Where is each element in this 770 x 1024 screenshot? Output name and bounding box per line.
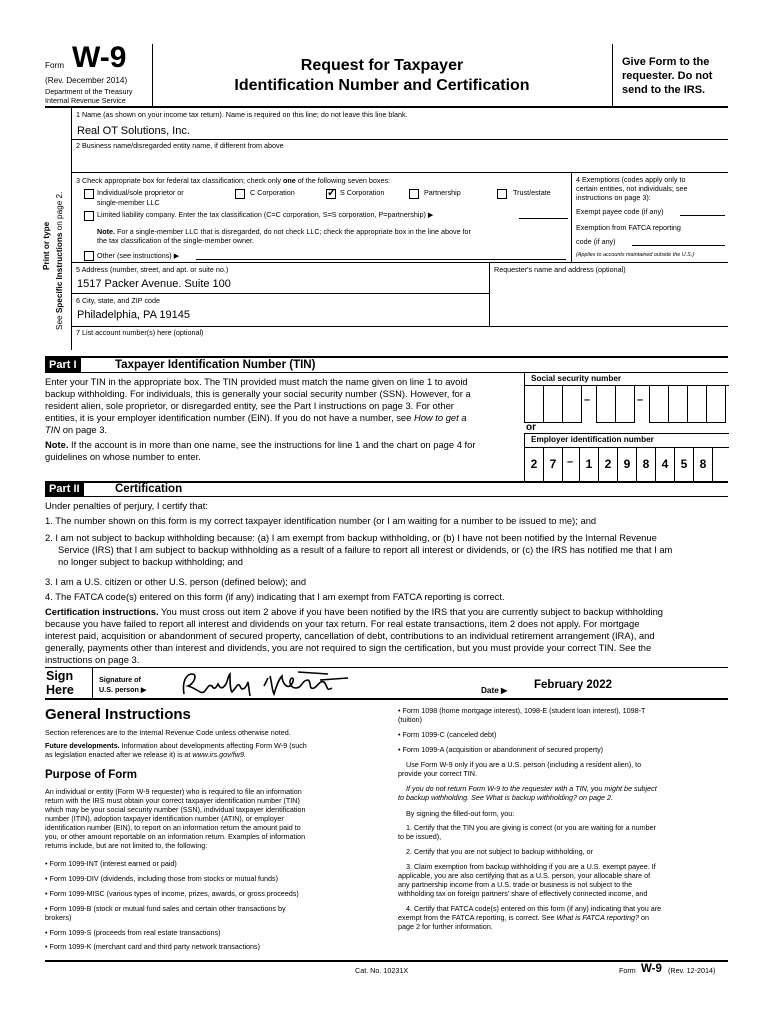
bullet-1099-b-line-1: • Form 1099-B (stock or mutual fund sales and certain other transactions by xyxy=(45,904,286,913)
other-field[interactable] xyxy=(196,259,566,260)
certify-3-line-2: applicable, you are also certifying that as a U.S. person, your allocable share of xyxy=(398,871,651,880)
trust-estate-checkbox[interactable] xyxy=(497,189,507,199)
use-form-line-1: Use Form W-9 only if you are a U.S. person (including a resident alien), to xyxy=(406,760,642,769)
ssn-label: Social security number xyxy=(531,374,622,383)
partnership-checkbox[interactable] xyxy=(409,189,419,199)
line-3-label-bold: one xyxy=(282,176,296,185)
line-3-note-bold: Note. xyxy=(97,227,115,236)
check-mark-icon: ✓ xyxy=(327,187,337,199)
purpose-line-4: number (ITIN), adoption taxpayer identification number (ATIN), or employer xyxy=(45,814,284,823)
part-1-tag: Part I xyxy=(45,358,81,372)
line-3-note xyxy=(97,227,471,236)
line-7-label: 7 List account number(s) here (optional) xyxy=(76,328,204,337)
future-developments-bold: Future developments. xyxy=(45,741,120,750)
trust-estate-label: Trust/estate xyxy=(513,188,551,197)
department: Department of the Treasury xyxy=(45,87,133,96)
part-1-text-1: Enter your TIN in the appropriate box. The TIN provided must match the name given on line 1 to avoid xyxy=(45,376,468,387)
line-4-label-3: instructions on page 3): xyxy=(576,193,651,202)
line-3-note-line-2: the tax classification of the single-member owner. xyxy=(97,236,255,245)
s-corporation-label: S Corporation xyxy=(340,188,385,197)
part-1-text-5-post: on page 3. xyxy=(60,424,108,435)
line-5-label: 5 Address (number, street, and apt. or suite no.) xyxy=(76,265,229,274)
signature-field[interactable] xyxy=(178,668,358,700)
bullet-1099-c: • Form 1099-C (canceled debt) xyxy=(398,730,497,739)
llc-label: Limited liability company. Enter the tax classification (C=C corporation, S=S corporation, P=partnership) ▶ xyxy=(97,210,434,219)
partnership-label: Partnership xyxy=(424,188,461,197)
backup-note-line-1: If you do not return Form W-9 to the requester with a TIN, you might be subject xyxy=(406,784,657,793)
part-2-tag: Part II xyxy=(45,482,84,496)
ein-digit: 2 xyxy=(604,457,612,471)
footer-form-word: Form xyxy=(619,966,636,975)
purpose-line-2: return with the IRS must obtain your correct taxpayer identification number (TIN) xyxy=(45,796,300,805)
cert-instructions-5: instructions on page 3. xyxy=(45,654,140,665)
ein-digit: 2 xyxy=(530,457,538,471)
part-2-title: Certification xyxy=(115,483,183,495)
ein-digit: 8 xyxy=(642,457,650,471)
exempt-payee-field[interactable] xyxy=(680,215,725,216)
give-form-line-2: requester. Do not xyxy=(622,70,713,82)
individual-checkbox[interactable] xyxy=(84,189,94,199)
ein-digit: 4 xyxy=(661,457,669,471)
certify-1-line-1: 1. Certify that the TIN you are giving is correct (or you are waiting for a number xyxy=(406,823,656,832)
bullet-1099-k: • Form 1099-K (merchant card and third party network transactions) xyxy=(45,942,261,951)
cert-instructions-4: generally, payments other than interest and dividends, you are not required to sign the certification, but you must provide your correct TIN. See the xyxy=(45,642,652,653)
sign-label: Sign xyxy=(46,669,74,683)
line-4-label-2: certain entities, not individuals; see xyxy=(576,184,688,193)
certify-3-line-1: 3. Claim exemption from backup withholding if you are a U.S. exempt payee. If xyxy=(406,862,656,871)
cert-item-4: 4. The FATCA code(s) entered on this form (if any) indicating that I am exempt from FATCA reporting is correct. xyxy=(45,591,505,602)
cert-instructions-text: You must cross out item 2 above if you have been notified by the IRS that you are currently subject to backup withholding xyxy=(158,606,664,617)
date-label: Date ▶ xyxy=(481,686,508,695)
future-developments-2 xyxy=(45,750,246,759)
ein-digit: 8 xyxy=(699,457,707,471)
form-word: Form xyxy=(45,61,65,70)
cert-instructions-2: because you have failed to report all interest and dividends on your tax return. For real estate transactions, item 2 does not apply. For mortgage xyxy=(45,618,640,629)
cert-item-2-line-3: no longer subject to backup withholding; and xyxy=(58,556,244,567)
form-number: W-9 xyxy=(72,41,127,74)
part-1-text-5 xyxy=(45,424,107,436)
fatca-code-field[interactable] xyxy=(632,245,725,246)
certify-4-line-3: page 2 for further information. xyxy=(398,922,493,931)
part-1-text-4-italic: How to get a xyxy=(413,412,467,423)
part-1-title: Taxpayer Identification Number (TIN) xyxy=(115,359,316,371)
general-instructions-title: General Instructions xyxy=(45,706,191,723)
exempt-payee-label: Exempt payee code (if any) xyxy=(576,207,664,216)
by-signing: By signing the filled-out form, you: xyxy=(406,809,515,818)
fatca-label-1: Exemption from FATCA reporting xyxy=(576,223,681,232)
certify-4-post: on xyxy=(639,913,649,922)
certify-1-line-2: to be issued), xyxy=(398,832,442,841)
other-checkbox[interactable] xyxy=(84,251,94,261)
ein-dash: – xyxy=(567,456,574,468)
irs-link: www.irs.gov/fw9. xyxy=(192,750,246,759)
form-title-line-2: Identification Number and Certification xyxy=(234,77,530,94)
line-7-account-field[interactable] xyxy=(77,340,717,350)
side-label-specific: Specific Instructions xyxy=(54,232,64,314)
purpose-line-6: you, or other amount reportable on an information return. Examples of information xyxy=(45,832,306,841)
certify-4-line-2 xyxy=(398,913,649,922)
s-corporation-checkbox[interactable] xyxy=(326,189,336,199)
bullet-1098-line-1: • Form 1098 (home mortgage interest), 1098-E (student loan interest), 1098-T xyxy=(398,706,646,715)
line-2-label: 2 Business name/disregarded entity name, if different from above xyxy=(76,141,284,150)
line-3-note-text: For a single-member LLC that is disregarded, do not check LLC; check the appropriate box in the line above for xyxy=(114,227,471,236)
line-2-business-name-field[interactable] xyxy=(77,154,717,168)
give-form-line-1: Give Form to the xyxy=(622,56,710,68)
c-corporation-label: C Corporation xyxy=(250,188,295,197)
here-label: Here xyxy=(46,683,74,697)
signature-label-2: U.S. person ▶ xyxy=(99,685,147,694)
form-title-line-1: Request for Taxpayer xyxy=(300,57,464,74)
revision-date: (Rev. December 2014) xyxy=(45,76,128,85)
fatca-applies-note: (Applies to accounts maintained outside the U.S.) xyxy=(576,252,695,258)
certify-3-line-4: withholding tax on foreign partners' share of effectively connected income, and xyxy=(398,889,648,898)
certify-4-pre: exempt from the FATCA reporting, is correct. See xyxy=(398,913,557,922)
cert-item-3: 3. I am a U.S. citizen or other U.S. person (defined below); and xyxy=(45,576,307,587)
individual-label: Individual/sole proprietor or xyxy=(97,188,184,197)
part-1-note-line-2: guidelines on whose number to enter. xyxy=(45,451,201,462)
ein-label: Employer identification number xyxy=(531,435,654,444)
bullet-1099-int: • Form 1099-INT (interest earned or paid) xyxy=(45,859,177,868)
single-member-llc-label: single-member LLC xyxy=(97,198,160,207)
part-1-note-text: If the account is in more than one name, see the instructions for line 1 and the chart on page 4 for xyxy=(68,439,476,450)
part-1-text-3: resident alien, sole proprietor, or disregarded entity, see the Part I instructions on page 3. For other xyxy=(45,400,454,411)
line-6-label: 6 City, state, and ZIP code xyxy=(76,296,161,305)
cert-item-2-line-1: 2. I am not subject to backup withholding because: (a) I am exempt from backup withholding, or (b) I have not been notified by the Internal Revenue xyxy=(45,532,657,543)
line-3-label-pre: 3 Check appropriate box for federal tax classification; check only xyxy=(76,176,283,185)
purpose-title: Purpose of Form xyxy=(45,769,138,781)
bullet-1099-s: • Form 1099-S (proceeds from real estate transactions) xyxy=(45,928,221,937)
ein-digit: 9 xyxy=(623,457,631,471)
certify-2: 2. Certify that you are not subject to backup withholding, or xyxy=(406,847,593,856)
cert-instructions-1 xyxy=(45,606,663,618)
cert-item-1: 1. The number shown on this form is my correct taxpayer identification number (or I am waiting for a number to be issued to me); and xyxy=(45,515,597,526)
or-label: or xyxy=(526,422,536,433)
part-1-note-bold: Note. xyxy=(45,439,69,450)
future-developments-1 xyxy=(45,741,307,750)
ein-digit: 5 xyxy=(680,457,688,471)
c-corporation-checkbox[interactable] xyxy=(235,189,245,199)
purpose-line-1: An individual or entity (Form W-9 requester) who is required to file an information xyxy=(45,787,302,796)
ssn-dash-1: – xyxy=(584,394,591,406)
footer-revision: (Rev. 12-2014) xyxy=(668,966,716,975)
general-p1: Section references are to the Internal Revenue Code unless otherwise noted. xyxy=(45,728,291,737)
part-1-note xyxy=(45,439,475,451)
line-1-name-field[interactable]: Real OT Solutions, Inc. xyxy=(77,125,190,137)
cert-instructions-3: interest paid, acquisition or abandonment of secured property, cancellation of debt, contributions to an individual retirement arrangement (IRA), and xyxy=(45,630,655,641)
certify-3-line-3: any partnership income from a U.S. trade or business is not subject to the xyxy=(398,880,633,889)
print-or-type-label: Print or type xyxy=(42,221,51,270)
side-label-see: See xyxy=(54,313,64,330)
side-label-page: on page 2. xyxy=(54,191,64,233)
footer-form-number: W-9 xyxy=(641,963,662,975)
part-1-text-2: backup withholding. For individuals, this is generally your social security number (SSN). However, for a xyxy=(45,388,471,399)
certification-intro: Under penalties of perjury, I certify that: xyxy=(45,500,208,511)
give-form-line-3: send to the IRS. xyxy=(622,84,706,96)
bullet-1098-line-2: (tuition) xyxy=(398,715,422,724)
certify-4-italic: What is FATCA reporting? xyxy=(556,913,639,922)
use-form-line-2: provide your correct TIN. xyxy=(398,769,477,778)
line-5-address-field[interactable]: 1517 Packer Avenue. Suite 100 xyxy=(77,278,231,290)
irs-label: Internal Revenue Service xyxy=(45,96,126,105)
bullet-1099-div: • Form 1099-DIV (dividends, including those from stocks or mutual funds) xyxy=(45,874,279,883)
certify-4-line-1: 4. Certify that FATCA code(s) entered on this form (if any) indicating that you are xyxy=(406,904,662,913)
requester-label: Requester's name and address (optional) xyxy=(494,265,626,274)
part-1-text-4-pre: entities, it is your employer identification number (EIN). If you do not have a number, see xyxy=(45,412,414,423)
cert-item-2-line-2: Service (IRS) that I am subject to backup withholding as a result of a failure to report all interest or dividends, or (c) the IRS has notified me that I am xyxy=(58,544,673,555)
date-field[interactable]: February 2022 xyxy=(534,679,612,691)
bullet-1099-b-line-2: brokers) xyxy=(45,913,72,922)
purpose-line-3: which may be your social security number (SSN), individual taxpayer identification xyxy=(45,805,306,814)
part-1-text-4 xyxy=(45,412,467,424)
other-label: Other (see instructions) ▶ xyxy=(97,251,180,260)
line-6-city-field[interactable]: Philadelphia, PA 19145 xyxy=(77,309,190,321)
bullet-1099-misc: • Form 1099-MISC (various types of income, prizes, awards, or gross proceeds) xyxy=(45,889,299,898)
bullet-1099-a: • Form 1099-A (acquisition or abandonment of secured property) xyxy=(398,745,604,754)
line-1-label: 1 Name (as shown on your income tax return). Name is required on this line; do not leave this line blank. xyxy=(76,110,408,119)
line-3-label xyxy=(76,176,390,185)
catalog-number: Cat. No. 10231X xyxy=(355,966,409,975)
line-4-label-1: 4 Exemptions (codes apply only to xyxy=(576,175,686,184)
signature-label-1: Signature of xyxy=(99,675,141,684)
llc-classification-field[interactable] xyxy=(519,218,568,219)
handwritten-signature xyxy=(178,668,358,700)
purpose-line-7: returns include, but are not limited to, the following: xyxy=(45,841,208,850)
cert-instructions-bold: Certification instructions. xyxy=(45,606,159,617)
ssn-dash-2: – xyxy=(637,394,644,406)
llc-checkbox[interactable] xyxy=(84,211,94,221)
side-instruction-label xyxy=(42,192,65,330)
future-developments-pre: as legislation enacted after we release it) is at xyxy=(45,750,193,759)
part-1-text-5-italic: TIN xyxy=(45,424,61,435)
ein-digit: 1 xyxy=(585,457,593,471)
future-developments-text: Information about developments affecting Form W-9 (such xyxy=(119,741,307,750)
fatca-label-2: code (if any) xyxy=(576,237,616,246)
purpose-line-5: identification number (EIN), to report on an information return the amount paid to xyxy=(45,823,301,832)
ein-digit: 7 xyxy=(549,457,557,471)
backup-note-line-2: to backup withholding. See What is backup withholding? on page 2. xyxy=(398,793,613,802)
line-3-label-post: of the following seven boxes: xyxy=(295,176,391,185)
